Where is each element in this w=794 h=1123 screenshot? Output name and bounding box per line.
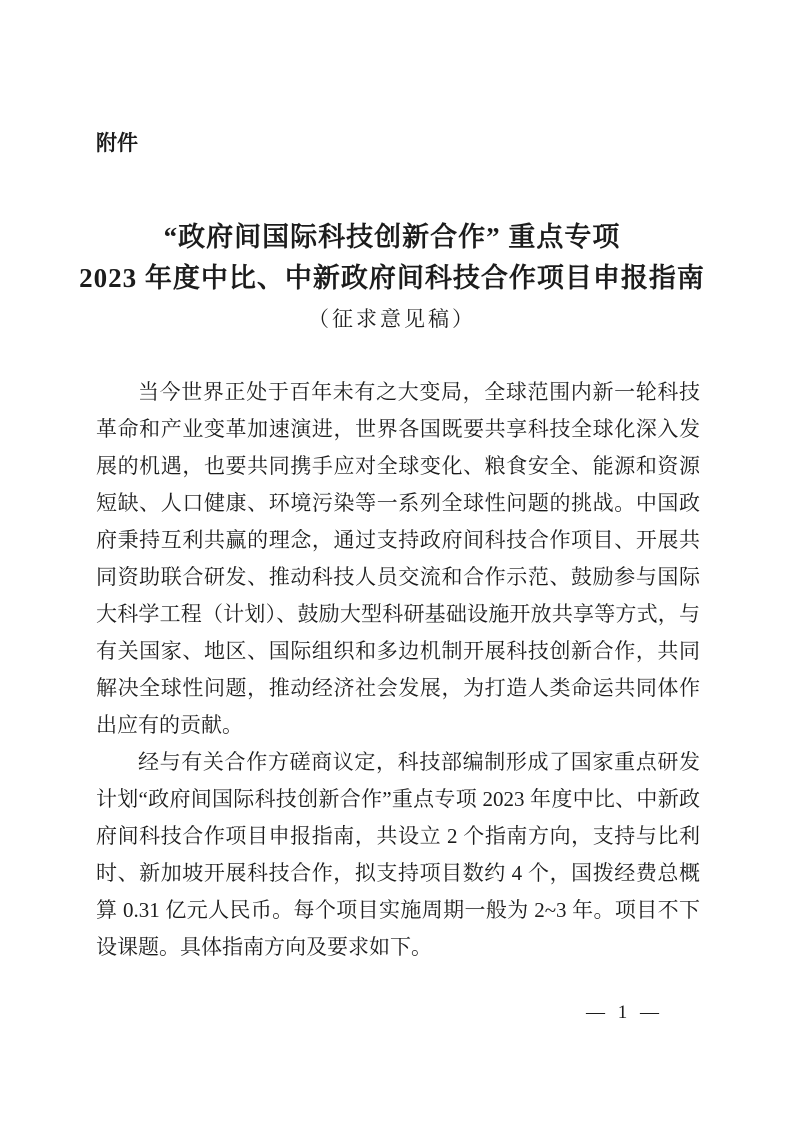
document-subtitle: （征求意见稿） xyxy=(308,307,476,331)
page-number: — 1 — xyxy=(586,1002,663,1023)
document-body xyxy=(96,374,700,966)
document-title-line2: 2023 年度中比、中新政府间科技合作项目申报指南 xyxy=(79,263,705,293)
attachment-label: 附件 xyxy=(96,132,138,155)
document-title-line1: “政府间国际科技创新合作” 重点专项 xyxy=(163,222,621,252)
body-paragraph-1: 当今世界正处于百年未有之大变局，全球范围内新一轮科技革命和产业变革加速演进，世界各国既要共享科技全球化深入发展的机遇，也要共同携手应对全球变化、粮食安全、能源和资源短缺、人口健康、环境污染等一系列全球性问题的挑战。中国政府秉持互利共赢的理念，通过支持政府间科技合作项目、开展共同资助联合研发、推动科技人员交流和合作示范、鼓励参与国际大科学工程（计划）、鼓励大型科研基础设施开放共享等方式，与有关国家、地区、国际组织和多边机制开展科技创新合作，共同解决全球性问题，推动经济社会发展，为打造人类命运共同体作出应有的贡献。 xyxy=(96,380,700,737)
body-paragraph-2: 经与有关合作方磋商议定，科技部编制形成了国家重点研发计划“政府间国际科技创新合作”重点专项 2023 年度中比、中新政府间科技合作项目申报指南，共设立 2 个指南方向，支持与比利时、新加坡开展科技合作，拟支持项目数约 4 个，国拨经费总概算 0.31 亿元人民币。每个项目实施周期一般为 2~3 年。项目不下设课题。具体指南方向及要求如下。 xyxy=(96,750,700,959)
title-block xyxy=(70,217,714,339)
